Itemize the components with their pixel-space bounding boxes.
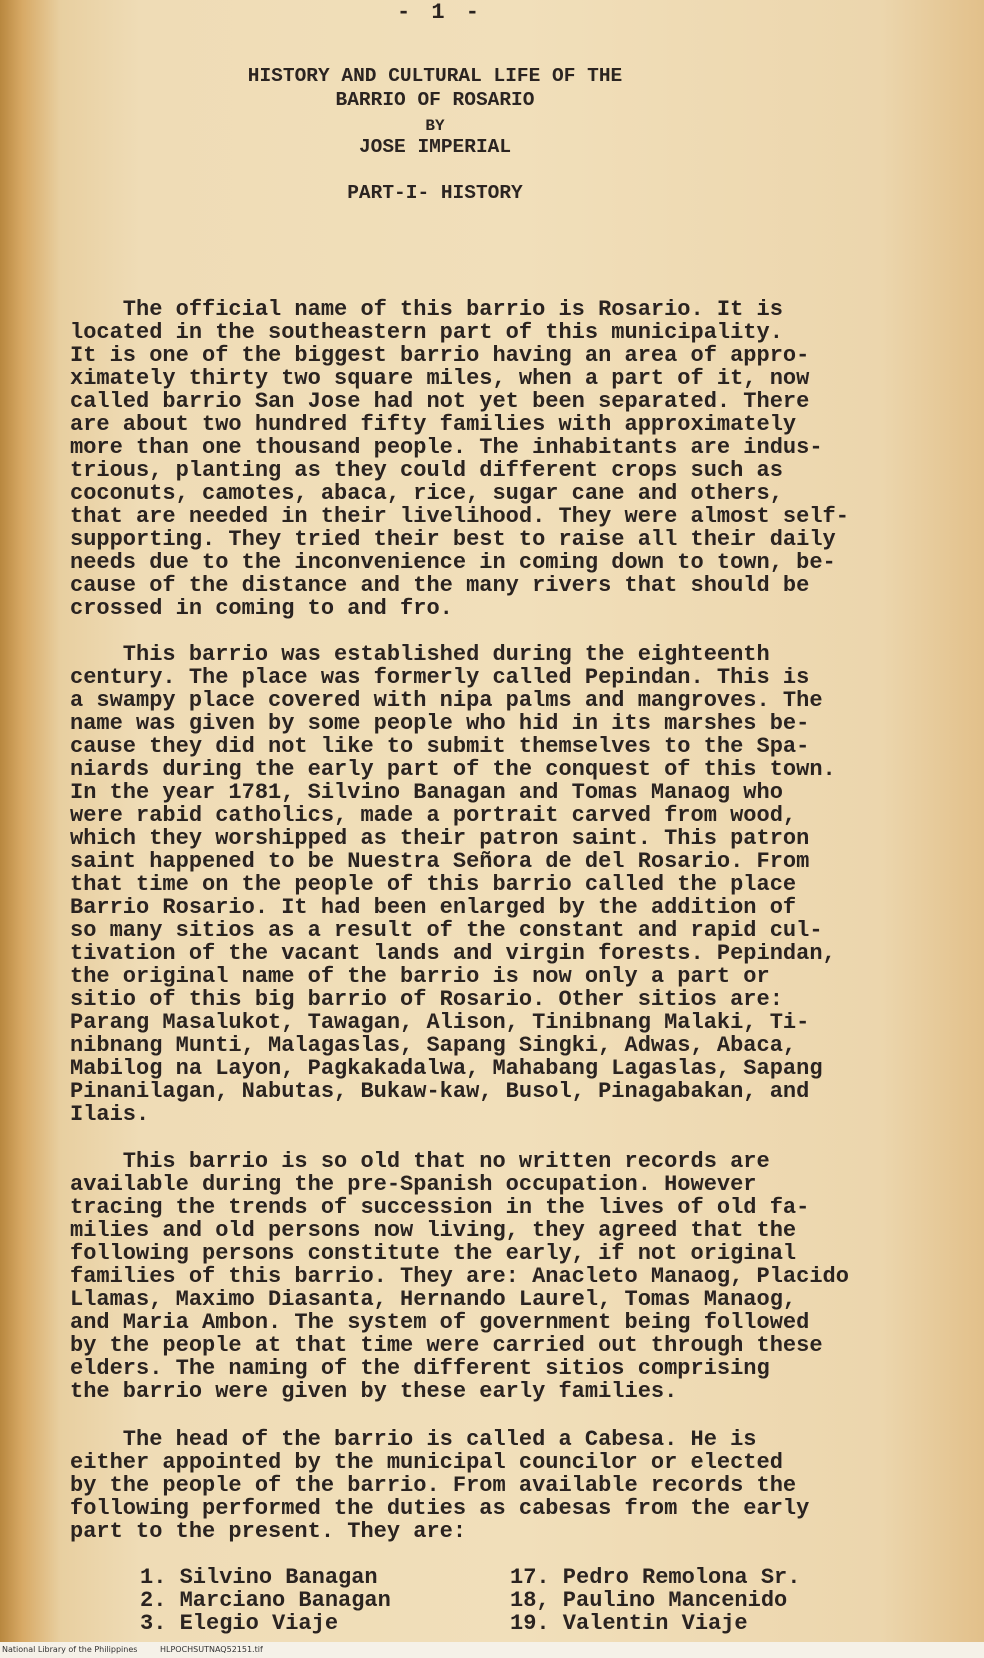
section-heading: PART-I- HISTORY (347, 182, 523, 204)
list-item: 1. Silvino Banagan (140, 1565, 378, 1590)
list-item: 3. Elegio Viaje (140, 1611, 339, 1636)
page-number: - 1 - (396, 0, 483, 25)
cabesa-list (140, 1566, 860, 1635)
scan-footer (0, 1642, 984, 1658)
byline-by: BY (425, 117, 445, 135)
paragraph-establishment: This barrio was established during the eighteenth century. The place was formerly called Pepindan. This is a swampy place covered with nipa palms and mangroves. The name was given by some people who hid in its marshes be- cause they did not like to submit themselves to the Spa- niards during the early part of the conquest of this town. In the year 1781, Silvino Banagan and Tomas Manaog who were rabid catholics, made a portrait carved from wood, which they worshipped as their patron saint. This patron saint happened to be Nuestra Señora de del Rosario. From that time on the people of this barrio called the place Barrio Rosario. It had been enlarged by the addition of so many sitios as a result of the constant and rapid cul- tivation of the vacant lands and virgin forests. Pepindan, the original name of the barrio is now only a part or sitio of this big barrio of Rosario. Other sitios are: Parang Masalukot, Tawagan, Alison, Tinibnang Malaki, Ti- nibnang Munti, Malagaslas, Sapang Singki, Adwas, Abaca, Mabilog na Layon, Pagkakadalwa, Mahabang Lagaslas, Sapang Pinanilagan, Nabutas, Bukaw-kaw, Busol, Pinagabakan, and Ilais. (70, 642, 836, 1127)
document-title-line1: HISTORY AND CULTURAL LIFE OF THE (247, 65, 623, 87)
paragraph-cabesa: The head of the barrio is called a Cabesa. He is either appointed by the municipal councilor or elected by the people of the barrio. From available records the following performed the duties as cabesas from the early part to the present. They are: (70, 1427, 810, 1544)
paragraph-location: The official name of this barrio is Rosario. It is located in the southeastern part of this municipality. It is one of the biggest barrio having an area of appro- ximately thirty two square miles, when a part of it, now called barrio San Jose had not yet been separated. There are about two hundred fifty families with approximately more than one thousand people. The inhabitants are indus- trious, planting as they could different crops such as coconuts, camotes, abaca, rice, sugar cane and others, that are needed in their livelihood. They were almost self- supporting. They tried their best to raise all their daily needs due to the inconvenience in coming down to town, be- cause of the distance and the many rivers that should be crossed in coming to and fro. (70, 297, 849, 621)
footer-file: HLPOCHSUTNAQ52151.tif (159, 1645, 263, 1654)
paragraph-early-families: This barrio is so old that no written records are available during the pre-Spanish occupation. However tracing the trends of succession in the lives of old fa- milies and old persons now living, they agreed that the following persons constitute the early, if not original families of this barrio. They are: Anacleto Manaog, Placido Llamas, Maximo Diasanta, Hernando Laurel, Tomas Manaog, and Maria Ambon. The system of government being followed by the people at that time were carried out through these elders. The naming of the different sitios comprising the barrio were given by these early families. (70, 1149, 849, 1404)
list-item: 18, Paulino Mancenido (510, 1588, 788, 1613)
list-item: 2. Marciano Banagan (140, 1588, 391, 1613)
byline-author: JOSE IMPERIAL (358, 136, 512, 158)
document-title-line2: BARRIO OF ROSARIO (335, 89, 535, 111)
footer-library: National Library of the Philippines (2, 1645, 138, 1654)
list-item: 17. Pedro Remolona Sr. (510, 1565, 801, 1590)
list-item: 19. Valentin Viaje (510, 1611, 748, 1636)
